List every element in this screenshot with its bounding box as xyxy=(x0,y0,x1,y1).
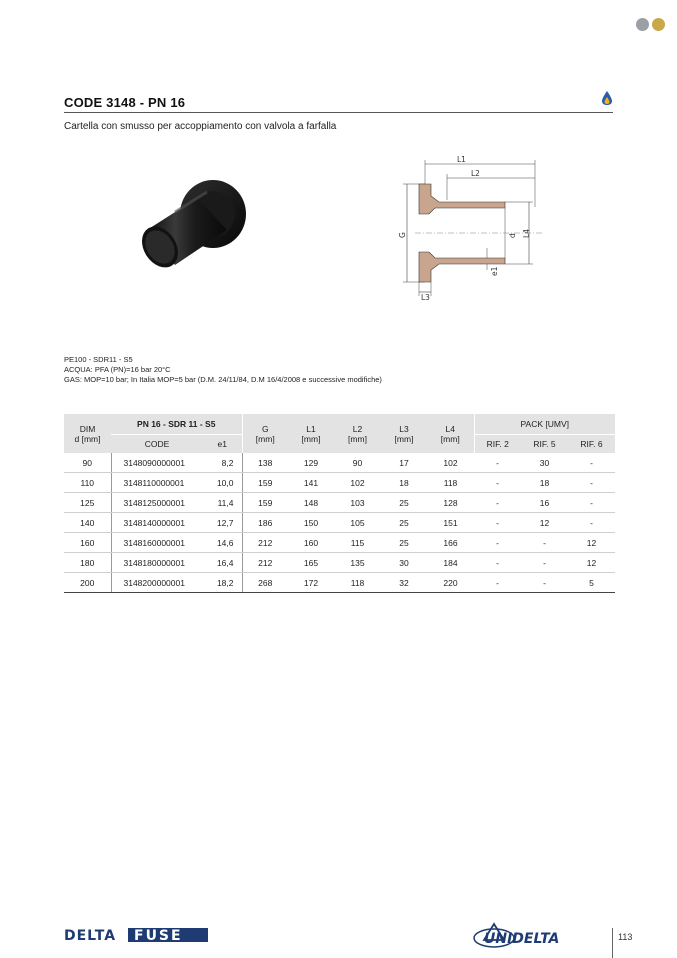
spec-water: ACQUA: PFA (PN)=16 bar 20°C xyxy=(64,365,171,374)
page-number-divider xyxy=(612,928,613,958)
spec-notes xyxy=(64,355,382,385)
table-row: 125 3148125000001 11,4 159 148 103 25 128 - 16 - xyxy=(64,493,615,513)
spec-gas: GAS: MOP=10 bar; In Italia MOP=5 bar (D.M. 24/11/84, D.M 16/4/2008 e successive modifiche) xyxy=(64,375,382,384)
header-l2: L2 [mm] xyxy=(334,414,381,453)
header-pack: PACK [UMV] xyxy=(474,414,615,435)
header-l4: L4 [mm] xyxy=(427,414,474,453)
header-rif5: RIF. 5 xyxy=(521,435,568,454)
header-l3: L3 [mm] xyxy=(381,414,427,453)
header-code: CODE xyxy=(111,435,203,454)
header-l1: L1 [mm] xyxy=(288,414,334,453)
header-g: G [mm] xyxy=(242,414,288,453)
product-table xyxy=(64,414,615,593)
label-l4: L4 xyxy=(522,229,531,238)
header-group: PN 16 - SDR 11 - S5 xyxy=(111,414,242,435)
unidelta-logo-text: UNIDELTA xyxy=(484,931,560,947)
page-title: CODE 3148 - PN 16 xyxy=(64,95,186,110)
label-l2: L2 xyxy=(471,169,480,178)
header-rif2: RIF. 2 xyxy=(474,435,521,454)
table-row: 90 3148090000001 8,2 138 129 90 17 102 - 30 - xyxy=(64,453,615,473)
table-row: 160 3148160000001 14,6 212 160 115 25 166 - - 12 xyxy=(64,533,615,553)
table-row: 140 3148140000001 12,7 186 150 105 25 151 - 12 - xyxy=(64,513,615,533)
header-dots xyxy=(636,18,665,31)
deltafuse-logo xyxy=(64,927,210,943)
table-row: 110 3148110000001 10,0 159 141 102 18 118 - 18 - xyxy=(64,473,615,493)
table-row: 180 3148180000001 16,4 212 165 135 30 184 - - 12 xyxy=(64,553,615,573)
header-dim: DIM d [mm] xyxy=(64,414,111,453)
label-g: G xyxy=(398,232,407,238)
grey-dot-icon xyxy=(636,18,649,31)
spec-material: PE100 - SDR11 - S5 xyxy=(64,355,133,364)
table-body xyxy=(64,453,615,593)
label-l1: L1 xyxy=(457,155,466,164)
product-description: Cartella con smusso per accoppiamento con valvola a farfalla xyxy=(64,121,337,132)
technical-drawing xyxy=(395,152,545,302)
label-e1: e1 xyxy=(490,266,499,276)
deltafuse-logo-part2: FUSE xyxy=(134,928,183,943)
header-e1: e1 xyxy=(203,435,242,454)
gold-dot-icon xyxy=(652,18,665,31)
deltafuse-logo-part1: DELTA xyxy=(64,928,117,943)
product-photo xyxy=(135,172,255,277)
water-gas-drop-icon xyxy=(601,90,613,106)
label-l3: L3 xyxy=(421,293,430,302)
unidelta-logo xyxy=(470,918,605,950)
page-number: 113 xyxy=(618,932,633,942)
table-row: 200 3148200000001 18,2 268 172 118 32 220 - - 5 xyxy=(64,573,615,593)
label-d: d xyxy=(508,233,517,238)
title-divider xyxy=(64,112,613,113)
header-rif6: RIF. 6 xyxy=(568,435,615,454)
